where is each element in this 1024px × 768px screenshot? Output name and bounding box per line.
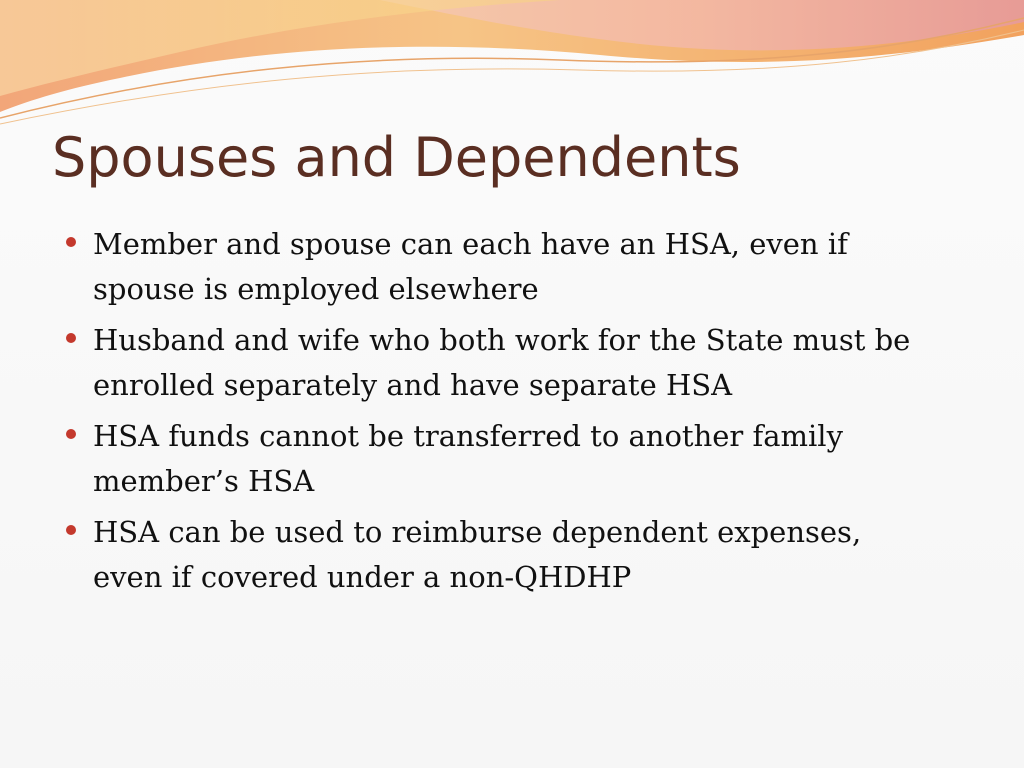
bullet-text: HSA can be used to reimburse dependent expenses, even if covered under a non-QHDHP bbox=[93, 515, 862, 594]
bullet-text: Husband and wife who both work for the State must be enrolled separately and have separate HSA bbox=[93, 323, 911, 402]
bullet-list bbox=[66, 222, 936, 606]
list-item bbox=[66, 318, 936, 408]
bullet-text: HSA funds cannot be transferred to another family member’s HSA bbox=[93, 419, 843, 498]
bullet-text: Member and spouse can each have an HSA, even if spouse is employed elsewhere bbox=[93, 227, 848, 306]
list-item bbox=[66, 222, 936, 312]
bullet-dot-icon bbox=[66, 525, 76, 535]
list-item bbox=[66, 414, 936, 504]
list-item bbox=[66, 510, 936, 600]
decorative-wave-banner bbox=[0, 0, 1024, 130]
slide-title: Spouses and Dependents bbox=[52, 126, 741, 189]
bullet-dot-icon bbox=[66, 237, 76, 247]
bullet-dot-icon bbox=[66, 333, 76, 343]
bullet-dot-icon bbox=[66, 429, 76, 439]
